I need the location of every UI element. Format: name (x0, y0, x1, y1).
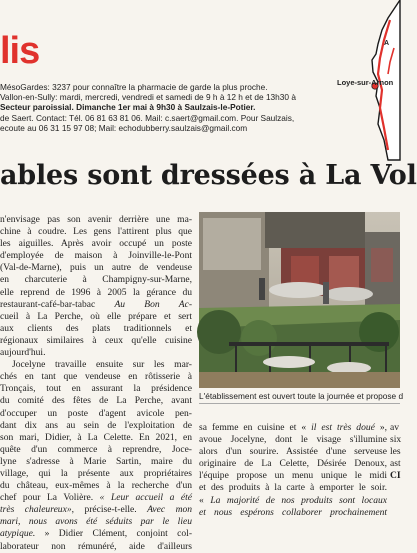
article-column-2 (199, 422, 387, 519)
body-line: laborateur non rémunéré, aide d'ailleurs (0, 540, 192, 552)
body-line: les aiguilles. Après avoir occupé un poste (0, 238, 192, 250)
body-line: elle reprend de 1996 à 2005 la gérance du (0, 286, 192, 298)
body-line: alors d'un sourire. Assistée d'une serveuse (199, 446, 387, 458)
info-line: Secteur paroissial. Dimanche 1er mai à 9h30 à Saulzais-le-Potier. (0, 102, 256, 113)
info-line: de Saert. Contact: Tél. 06 81 63 81 06. Mail: c.saert@gmail.com. Pour Saulzais, (0, 112, 295, 123)
body-line: lyne s'adresse à Marie Sartin, maire du (0, 455, 192, 467)
body-line: (Val-de-Marne), puis un autre de vendeuse (0, 262, 192, 274)
body-line: originaire de La Celette, Désirée Denoux, (199, 458, 387, 470)
body-line: mari, nous avons été séduits par le lieu (0, 516, 192, 528)
article-headline: ables sont dressées à La Vol (0, 160, 417, 191)
body-line: du comité des fêtes de La Perche, avant (0, 395, 192, 407)
body-line: du château, eux-mêmes à la recherche d'un (0, 480, 192, 492)
body-line: n'envisage pas son avenir derrière une ma- (0, 214, 192, 225)
body-line: l'équipe propose un menu unique le midi (199, 470, 387, 482)
italic-name: Au Bon Ac- (114, 298, 192, 310)
body-line: chine à coudre. Les gens l'attirent plus que (0, 226, 192, 238)
body-line: et des produits à la carte à emporter le soir. (199, 482, 387, 494)
body-line: son mari, Didier, à La Celette. En 2021, en (0, 431, 192, 443)
body-line: aujourd'hui. (0, 347, 46, 359)
info-line: MésoGardes: 3237 pour connaître la pharmacie de garde la plus proche. (0, 82, 268, 92)
photo-caption: L'établissement est ouvert toute la journée et propose d (199, 391, 404, 401)
body-line: restaurant-café-bar-tabac Au Bon Ac- (0, 298, 192, 310)
info-line: ecoute au 06 31 15 97 08; Mail: echodubberry.saulzais@gmail.com (0, 122, 248, 133)
map-label: A (384, 40, 390, 47)
body-line: d'employée de maison à Joinville-le-Pont (0, 250, 192, 262)
body-line: cueil à La Perche, où elle prépare et sert (0, 310, 192, 322)
section-title: lis (0, 30, 40, 72)
article-column-1 (0, 214, 192, 553)
body-line: village, qui la présente aux propriétaires (0, 467, 192, 479)
body-line: dant dix ans au sein de l'exploitation de (0, 419, 192, 431)
body-line: chés en tant que vendeuse en rôtisserie à (0, 371, 192, 383)
body-line: chef pour La Volière. « Leur accueil a été (0, 492, 192, 504)
body-line: d'occuper un poste d'agent avicole pen- (0, 407, 192, 419)
body-line: six (390, 434, 402, 446)
body-line: ast (390, 458, 401, 470)
restaurant-photo (199, 212, 400, 388)
body-line: Tronçais, tout en assurant la présidence (0, 383, 192, 395)
body-line: CI (390, 470, 401, 482)
caption-divider (199, 403, 400, 404)
quote-text: Leur accueil a été (110, 492, 192, 504)
body-line: les (390, 446, 401, 458)
article-column-3 (390, 422, 400, 482)
body-line: aux clients des plats traditionnels et (0, 322, 192, 334)
body-line: « La majorité de nos produits sont locaux (199, 494, 387, 506)
body-line: sa femme en cuisine et « il est très doué », (199, 422, 388, 433)
body-line: quête d'un commerce à reprendre, Joce- (0, 443, 192, 455)
info-line: Vallon-en-Sully: mardi, mercredi, vendredi et samedi de 9 h à 12 h et de 13h30 à (0, 92, 296, 103)
body-line: Jocelyne travaille ensuite sur les mar- (12, 359, 192, 371)
body-line: régionaux similaires à ceux qu'elle cuisine (0, 334, 192, 346)
body-line: atypique. » Didier Clément, conjoint col- (0, 528, 192, 540)
body-line: très chaleureux», précise-t-elle. Avec mon (0, 504, 193, 516)
body-line: et nous espérons collaborer prochainement (199, 506, 387, 518)
map-town-label: Loye-sur-Arnon (337, 78, 394, 87)
body-line: av (390, 422, 400, 433)
body-line: avoue Jocelyne, dont le visage s'illumine (199, 434, 387, 446)
body-line: en charcuterie à Champigny-sur-Marne, (0, 274, 192, 286)
